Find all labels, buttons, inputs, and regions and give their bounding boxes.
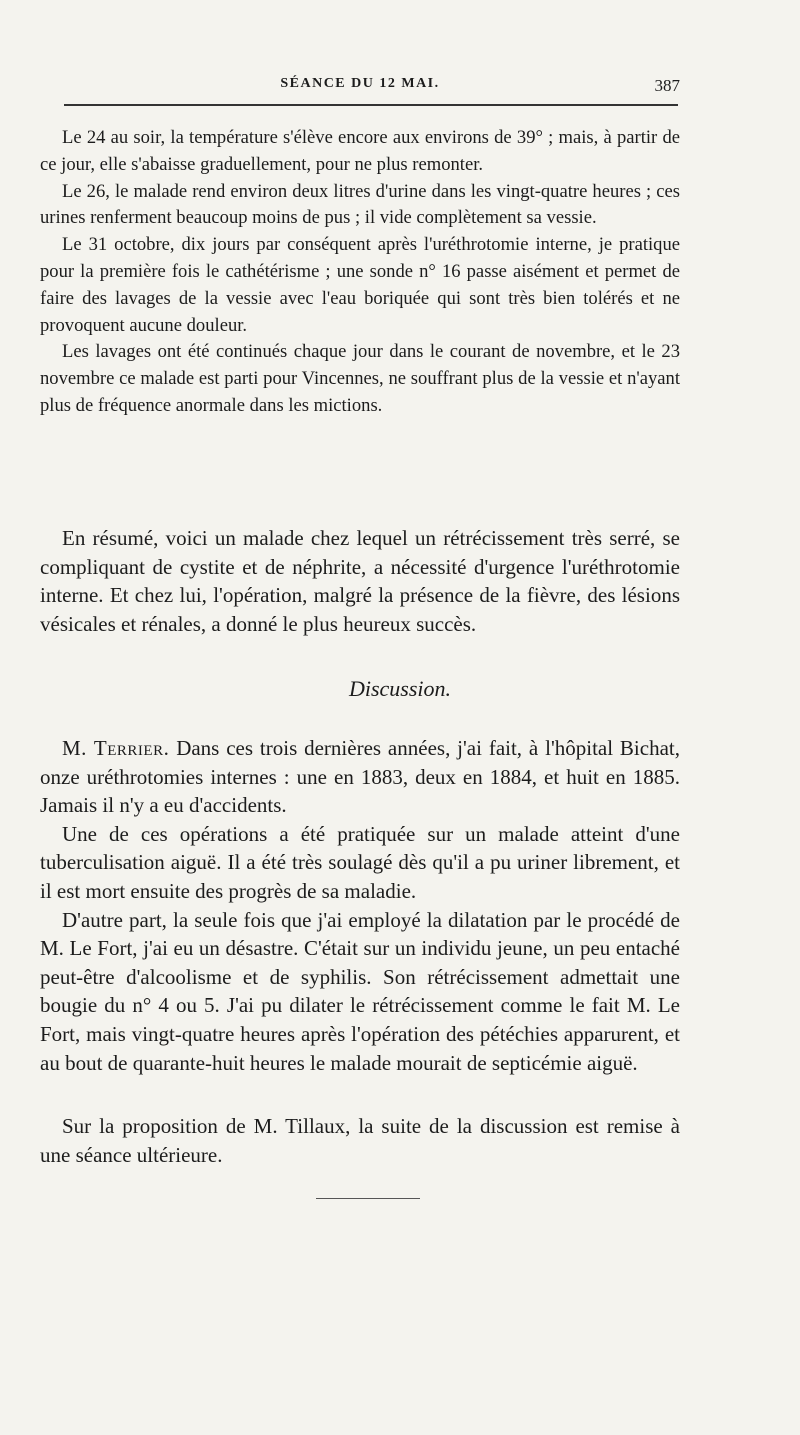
paragraph-tuberculisation: Une de ces opérations a été pratiquée sur un malade atteint d'une tuberculisation aiguë. Il a été très soulagé dès qu'il a pu uriner librement, et il est mort ensuite des progrès de sa maladie. xyxy=(40,821,680,903)
page-number: 387 xyxy=(654,76,680,95)
paragraph-terrier-text: Dans ces trois dernières années, j'ai fait, à l'hôpital Bichat, onze uréthrotomies internes : une en 1883, deux en 1884, et huit en 1885. Jamais il n'y a eu d'accidents. xyxy=(40,736,680,818)
paragraph-terrier xyxy=(40,734,680,820)
running-head: SÉANCE DU 12 MAI. xyxy=(280,76,440,91)
paragraph-catheterism: Le 31 octobre, dix jours par conséquent après l'uréthrotomie interne, je pratique pour la première fois le cathétérisme ; une sonde n° 16 passe aisément et permet de faire des lavages de la vessie avec l'eau boriquée qui sont très bien tolérés et ne provoquent aucune douleur. xyxy=(40,234,680,336)
resume-block xyxy=(40,524,680,638)
paragraph-lavages: Les lavages ont été continués chaque jour dans le courant de novembre, et le 23 novembre ce malade est parti pour Vincennes, ne souffrant plus de la vessie et n'ayant plus de fréquence anormale dans les mictions. xyxy=(40,341,680,416)
header-rule xyxy=(64,104,678,106)
speaker-name: M. Terrier. xyxy=(62,736,170,760)
paragraph-temperature: Le 24 au soir, la température s'élève encore aux environs de 39° ; mais, à partir de ce jour, elle s'abaisse graduellement, pour ne plus remonter. xyxy=(40,127,680,175)
discussion-title: Discussion. xyxy=(348,676,452,701)
case-report-block xyxy=(40,125,680,420)
proposition-block xyxy=(40,1112,680,1169)
paragraph-urine: Le 26, le malade rend environ deux litres d'urine dans les vingt-quatre heures ; ces urines renferment beaucoup moins de pus ; il vide complètement sa vessie. xyxy=(40,180,680,229)
closing-rule xyxy=(316,1198,420,1199)
paragraph-resume: En résumé, voici un malade chez lequel un rétrécissement très serré, se compliquant de cystite et de néphrite, a nécessité d'urgence l'uréthrotomie interne. Et chez lui, l'opération, malgré la présence de la fièvre, des lésions vésicales et rénales, a donné le plus heureux succès. xyxy=(40,526,680,636)
paragraph-proposition: Sur la proposition de M. Tillaux, la suite de la discussion est remise à une séance ultérieure. xyxy=(40,1114,680,1167)
page-header xyxy=(40,76,680,100)
discussion-block xyxy=(40,734,680,1077)
paragraph-dilatation: D'autre part, la seule fois que j'ai employé la dilatation par le procédé de M. Le Fort, j'ai eu un désastre. C'était sur un individu jeune, un peu entaché peut-être d'alcoolisme et de syphilis. Son rétrécissement admettait une bougie du n° 4 ou 5. J'ai pu dilater le rétrécissement comme le fait M. Le Fort, mais vingt-quatre heures après l'opération des pétéchies apparurent, et au bout de quarante-huit heures le malade mourait de septicémie aiguë. xyxy=(40,907,680,1075)
